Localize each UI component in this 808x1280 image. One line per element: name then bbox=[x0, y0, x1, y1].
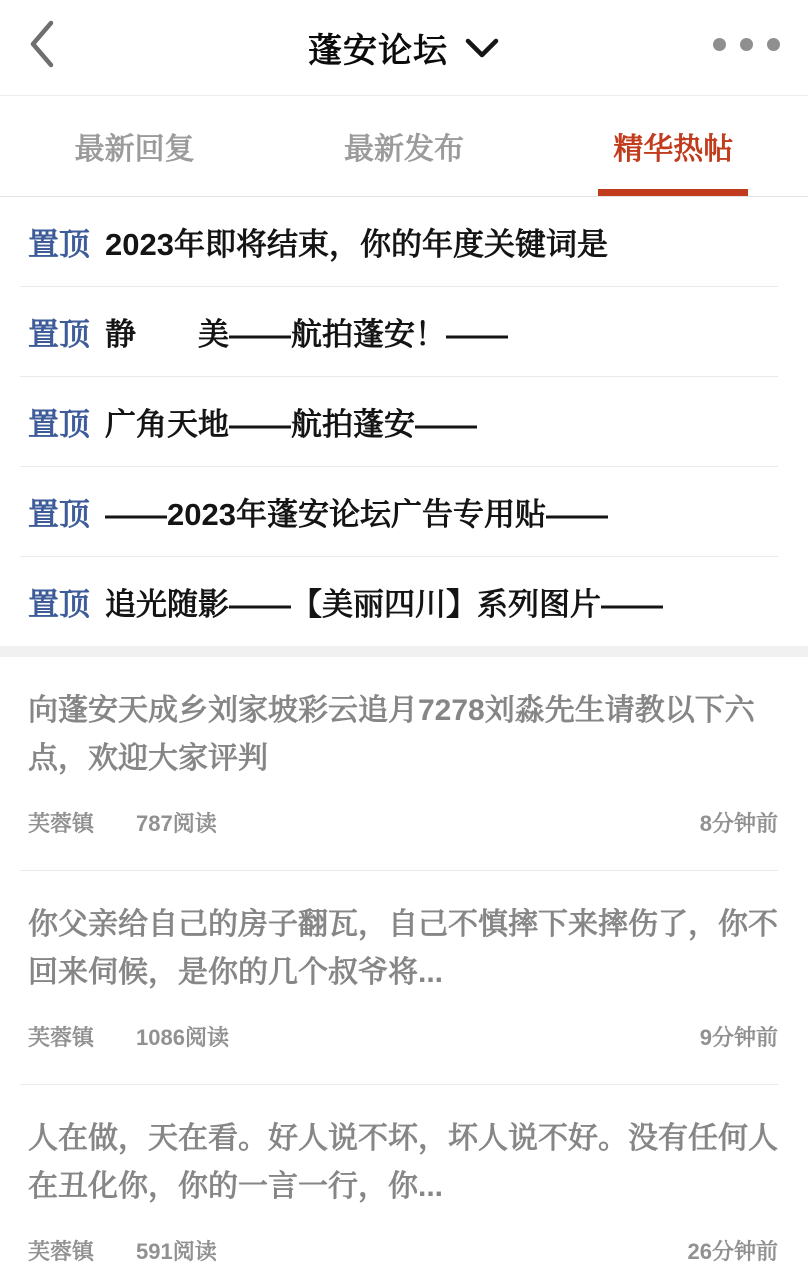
pinned-badge: 置顶 bbox=[28, 497, 90, 532]
forum-title-dropdown[interactable] bbox=[308, 23, 500, 72]
tab-featured-hot[interactable] bbox=[539, 96, 808, 196]
pinned-badge: 置顶 bbox=[28, 227, 90, 262]
post-forum: 芙蓉镇 bbox=[28, 811, 95, 836]
tab-label: 最新发布 bbox=[343, 133, 464, 166]
ellipsis-icon bbox=[767, 38, 780, 51]
pinned-post-title: 静 美——航拍蓬安！—— bbox=[105, 317, 508, 352]
spacer bbox=[28, 1266, 778, 1280]
navbar bbox=[0, 0, 808, 96]
post-timestamp: 8分钟前 bbox=[699, 811, 778, 836]
pinned-post-title: 广角天地——航拍蓬安—— bbox=[105, 407, 477, 442]
post-read-count: 1086阅读 bbox=[136, 1025, 229, 1050]
post-item[interactable] bbox=[0, 1085, 808, 1280]
post-read-count: 591阅读 bbox=[136, 1239, 217, 1264]
back-button[interactable] bbox=[18, 16, 66, 76]
pinned-post-list bbox=[0, 197, 808, 646]
active-tab-underline bbox=[598, 189, 748, 196]
pinned-badge: 置顶 bbox=[28, 587, 90, 622]
page-title: 蓬安论坛 bbox=[308, 32, 448, 70]
tab-latest-replies[interactable] bbox=[0, 96, 269, 196]
post-item[interactable] bbox=[0, 657, 808, 870]
chevron-left-icon bbox=[27, 18, 57, 75]
tab-label: 精华热帖 bbox=[613, 133, 734, 166]
post-timestamp: 9分钟前 bbox=[699, 1025, 778, 1050]
post-list bbox=[0, 657, 808, 1280]
more-options-button[interactable] bbox=[713, 28, 780, 60]
post-title: 你父亲给自己的房子翻瓦，自己不慎摔下来摔伤了，你不回来伺候，是你的几个叔爷将... bbox=[28, 908, 778, 989]
post-forum: 芙蓉镇 bbox=[28, 1239, 95, 1264]
spacer bbox=[28, 838, 778, 870]
tab-latest-posts[interactable] bbox=[269, 96, 538, 196]
post-timestamp: 26分钟前 bbox=[687, 1239, 778, 1264]
post-title: 人在做，天在看。好人说不坏，坏人说不好。没有任何人在丑化你，你的一言一行，你... bbox=[28, 1122, 778, 1203]
tab-bar bbox=[0, 96, 808, 197]
section-separator bbox=[0, 646, 808, 657]
ellipsis-icon bbox=[740, 38, 753, 51]
ellipsis-icon bbox=[713, 38, 726, 51]
pinned-post-row[interactable] bbox=[0, 467, 808, 556]
pinned-post-title: ——2023年蓬安论坛广告专用贴—— bbox=[105, 497, 608, 532]
post-read-count: 787阅读 bbox=[136, 811, 217, 836]
pinned-post-row[interactable] bbox=[0, 377, 808, 466]
post-meta bbox=[28, 1235, 778, 1266]
chevron-down-icon bbox=[464, 29, 500, 66]
spacer bbox=[28, 1052, 778, 1084]
pinned-post-row[interactable] bbox=[0, 557, 808, 646]
pinned-post-row[interactable] bbox=[0, 287, 808, 376]
pinned-badge: 置顶 bbox=[28, 317, 90, 352]
pinned-post-title: 追光随影——【美丽四川】系列图片—— bbox=[105, 587, 663, 622]
pinned-badge: 置顶 bbox=[28, 407, 90, 442]
post-meta bbox=[28, 807, 778, 838]
tab-label: 最新回复 bbox=[74, 133, 195, 166]
post-item[interactable] bbox=[0, 871, 808, 1084]
pinned-post-title: 2023年即将结束，你的年度关键词是 bbox=[105, 227, 608, 262]
post-forum: 芙蓉镇 bbox=[28, 1025, 95, 1050]
pinned-post-row[interactable] bbox=[0, 197, 808, 286]
post-title: 向蓬安天成乡刘家坡彩云追月7278刘淼先生请教以下六点，欢迎大家评判 bbox=[28, 694, 755, 775]
post-meta bbox=[28, 1021, 778, 1052]
